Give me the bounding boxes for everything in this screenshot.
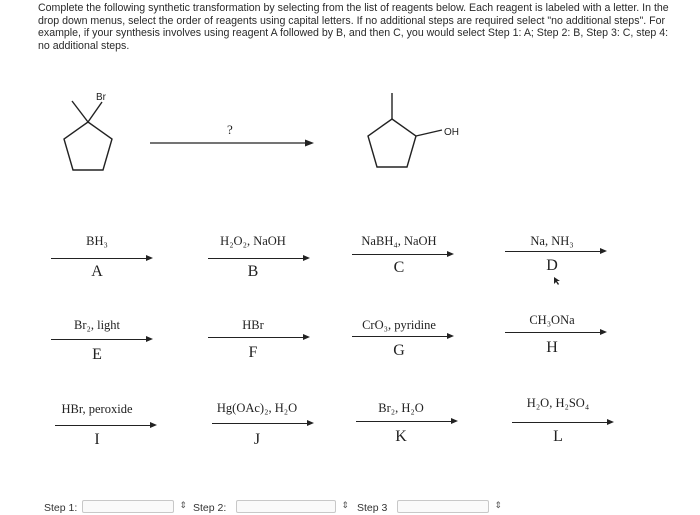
- reagent-d-label: Na, NH₃: [530, 234, 574, 248]
- up-down-chevron-icon: ⇕: [179, 500, 187, 510]
- reagent-a-letter: A: [91, 263, 103, 280]
- step-3-label: Step 3: [357, 502, 388, 514]
- mouse-cursor-icon: [553, 276, 561, 286]
- reagent-g-arrow: [352, 336, 448, 337]
- reaction-scheme: [0, 0, 700, 200]
- reagent-h-arrow: [505, 332, 601, 333]
- step-2-label: Step 2:: [193, 502, 227, 514]
- reagent-b-letter: B: [247, 263, 259, 280]
- reagent-i-letter: I: [94, 431, 100, 448]
- step-2-dropdown[interactable]: [236, 500, 349, 513]
- up-down-chevron-icon: ⇕: [341, 500, 349, 510]
- reagent-l-label: H₂O, H₂SO₄: [526, 396, 590, 410]
- reagent-h-label: CH₃ONa: [529, 313, 575, 327]
- reagent-c-arrow: [352, 254, 448, 255]
- reagent-f-label: HBr: [242, 318, 264, 332]
- reagent-h-letter: H: [546, 339, 558, 356]
- starting-material-structure: [64, 101, 112, 170]
- reagent-l-letter: L: [553, 428, 563, 445]
- reagent-c-letter: C: [393, 259, 405, 276]
- step-3-dropdown[interactable]: [397, 500, 502, 513]
- reagent-k-label: Br₂, H₂O: [378, 401, 424, 415]
- reagent-e-arrow: [51, 339, 147, 340]
- reagent-b-label: H₂O₂, NaOH: [220, 234, 286, 248]
- reagent-g-label: CrO₃, pyridine: [362, 318, 436, 332]
- reagent-j-letter: J: [253, 431, 261, 448]
- up-down-chevron-icon: ⇕: [494, 500, 502, 510]
- step-1-label: Step 1:: [44, 502, 78, 514]
- reagent-i-arrow: [55, 425, 151, 426]
- step-1-dropdown[interactable]: [82, 500, 187, 513]
- reagent-i-label: HBr, peroxide: [61, 402, 133, 416]
- reagent-d-arrow: [505, 251, 601, 252]
- instructions-text: Complete the following synthetic transformation by selecting from the list of reagents below. Each reagent is labeled with a letter. In the drop down menus, select the order of reagents using capital letters. If no additional steps are required select "no additional steps". For example, if your synthesis involves using reagent A followed by B, and then C, you would select Step 1: A; Step 2: B, Step 3: C, step 4: no additional steps.: [38, 2, 669, 52]
- reagent-f-arrow: [208, 337, 304, 338]
- reagent-g-letter: G: [393, 342, 405, 359]
- reagent-k-letter: K: [395, 428, 407, 445]
- step-selectors: [0, 494, 700, 515]
- reagent-l-arrow: [512, 422, 608, 423]
- reaction-arrow: [150, 140, 314, 147]
- hydroxyl-label: OH: [444, 127, 459, 138]
- reagent-e-label: Br₂, light: [73, 318, 121, 332]
- reagent-e-letter: E: [92, 346, 102, 363]
- reagent-a-label: BH₃: [86, 234, 108, 248]
- reagent-b-arrow: [208, 258, 304, 259]
- bromine-label: Br: [96, 92, 106, 103]
- product-structure: [368, 93, 442, 167]
- reagent-d-letter: D: [546, 257, 558, 274]
- reagent-k-arrow: [356, 421, 452, 422]
- reagent-a-arrow: [51, 258, 147, 259]
- arrow-question-label: ?: [227, 122, 233, 137]
- reagent-c-label: NaBH₄, NaOH: [361, 234, 437, 248]
- reagent-f-letter: F: [248, 344, 258, 361]
- reagent-j-arrow: [212, 423, 308, 424]
- reagent-j-label: Hg(OAc)₂, H₂O: [216, 401, 298, 415]
